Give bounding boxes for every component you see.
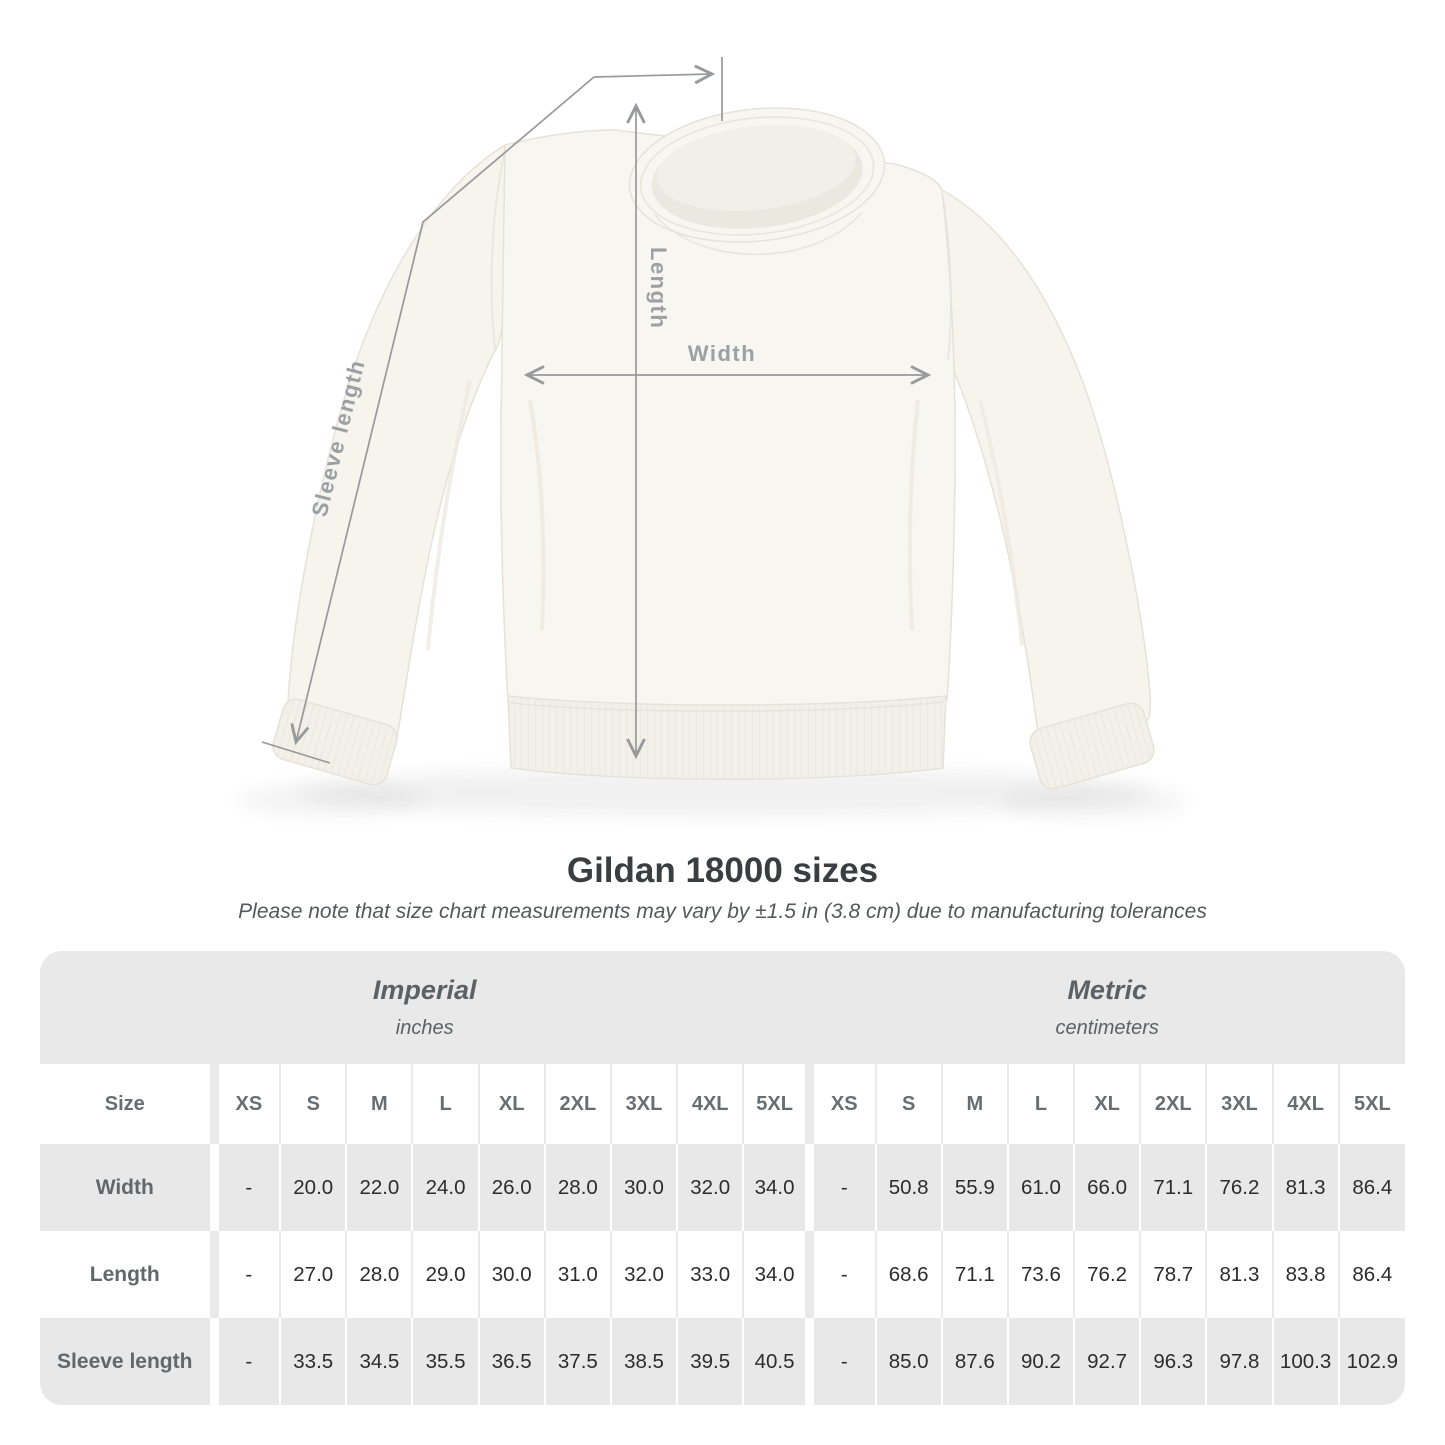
size-chart xyxy=(40,951,1405,1405)
size-header-metric-2xl: 2XL xyxy=(1140,1064,1206,1144)
value-cell: 55.9 xyxy=(942,1144,1008,1231)
value-cell: 24.0 xyxy=(412,1144,478,1231)
metric-group-unit: centimeters xyxy=(1055,1017,1159,1039)
sleeve-length-label: Sleeve length xyxy=(306,356,370,520)
value-cell: 81.3 xyxy=(1273,1144,1339,1231)
value-cell: 68.6 xyxy=(876,1231,942,1318)
value-cell: 87.6 xyxy=(942,1318,1008,1405)
size-chart-table xyxy=(40,951,1405,1405)
size-header-metric-3xl: 3XL xyxy=(1206,1064,1272,1144)
value-cell: 102.9 xyxy=(1339,1318,1405,1405)
right-sleeve xyxy=(940,190,1157,792)
value-cell: 36.5 xyxy=(479,1318,545,1405)
size-header-metric-m: M xyxy=(942,1064,1008,1144)
size-header-imperial-5xl: 5XL xyxy=(743,1064,809,1144)
value-cell: 20.0 xyxy=(280,1144,346,1231)
value-cell: 34.0 xyxy=(743,1144,809,1231)
value-cell: 33.0 xyxy=(677,1231,743,1318)
value-cell: 27.0 xyxy=(280,1231,346,1318)
size-col-header: Size xyxy=(40,1064,214,1144)
size-header-metric-4xl: 4XL xyxy=(1273,1064,1339,1144)
measurement-row-length xyxy=(40,1231,1405,1318)
size-header-imperial-xs: XS xyxy=(214,1064,280,1144)
value-cell: 66.0 xyxy=(1074,1144,1140,1231)
value-cell: 33.5 xyxy=(280,1318,346,1405)
measurement-row-width xyxy=(40,1144,1405,1231)
size-header-metric-5xl: 5XL xyxy=(1339,1064,1405,1144)
size-header-imperial-l: L xyxy=(412,1064,478,1144)
value-cell: 71.1 xyxy=(1140,1144,1206,1231)
row-label: Length xyxy=(89,1262,160,1286)
value-cell: 30.0 xyxy=(479,1231,545,1318)
value-cell: 35.5 xyxy=(412,1318,478,1405)
value-cell: 83.8 xyxy=(1273,1231,1339,1318)
row-label: Width xyxy=(95,1175,154,1199)
value-cell: 26.0 xyxy=(479,1144,545,1231)
unit-group-row xyxy=(40,951,1405,1064)
size-header-imperial-m: M xyxy=(346,1064,412,1144)
value-cell: 34.5 xyxy=(346,1318,412,1405)
value-cell: 32.0 xyxy=(677,1144,743,1231)
size-header-imperial-s: S xyxy=(280,1064,346,1144)
value-cell: 85.0 xyxy=(876,1318,942,1405)
tolerance-note: Please note that size chart measurements may vary by ±1.5 in (3.8 cm) due to manufacturing tolerances xyxy=(238,900,1207,923)
value-cell: 71.1 xyxy=(942,1231,1008,1318)
value-cell: 96.3 xyxy=(1140,1318,1206,1405)
size-header-metric-xs: XS xyxy=(809,1064,875,1144)
imperial-group-header xyxy=(40,951,809,1064)
page-title: Gildan 18000 sizes xyxy=(566,851,879,890)
width-label: Width xyxy=(687,341,757,366)
value-cell: 28.0 xyxy=(346,1231,412,1318)
value-cell: - xyxy=(809,1231,875,1318)
value-cell: 22.0 xyxy=(346,1144,412,1231)
value-cell: 34.0 xyxy=(743,1231,809,1318)
value-cell: 30.0 xyxy=(611,1144,677,1231)
value-cell: 81.3 xyxy=(1206,1231,1272,1318)
table-body xyxy=(40,1144,1405,1405)
left-sleeve xyxy=(270,145,505,788)
size-header-imperial-4xl: 4XL xyxy=(677,1064,743,1144)
value-cell: 97.8 xyxy=(1206,1318,1272,1405)
value-cell: 29.0 xyxy=(412,1231,478,1318)
value-cell: 38.5 xyxy=(611,1318,677,1405)
value-cell: - xyxy=(214,1231,280,1318)
size-header-imperial-xl: XL xyxy=(479,1064,545,1144)
value-cell: 28.0 xyxy=(545,1144,611,1231)
value-cell: 73.6 xyxy=(1008,1231,1074,1318)
value-cell: 39.5 xyxy=(677,1318,743,1405)
value-cell: 50.8 xyxy=(876,1144,942,1231)
metric-group-name: Metric xyxy=(1067,975,1147,1005)
waistband xyxy=(508,696,946,779)
size-header-imperial-2xl: 2XL xyxy=(545,1064,611,1144)
imperial-group-name: Imperial xyxy=(372,975,477,1005)
row-label: Sleeve length xyxy=(57,1349,193,1373)
length-start-marker xyxy=(594,57,722,121)
value-cell: - xyxy=(809,1318,875,1405)
measurement-row-sleeve-length xyxy=(40,1318,1405,1405)
size-header-metric-s: S xyxy=(876,1064,942,1144)
value-cell: 78.7 xyxy=(1140,1231,1206,1318)
imperial-group-unit: inches xyxy=(395,1017,454,1039)
value-cell: 100.3 xyxy=(1273,1318,1339,1405)
value-cell: - xyxy=(214,1318,280,1405)
size-header-imperial-3xl: 3XL xyxy=(611,1064,677,1144)
size-header-row xyxy=(40,1064,1405,1144)
size-header-metric-xl: XL xyxy=(1074,1064,1140,1144)
value-cell: 76.2 xyxy=(1074,1231,1140,1318)
value-cell: 61.0 xyxy=(1008,1144,1074,1231)
value-cell: 37.5 xyxy=(545,1318,611,1405)
value-cell: 31.0 xyxy=(545,1231,611,1318)
value-cell: - xyxy=(809,1144,875,1231)
size-header-metric-l: L xyxy=(1008,1064,1074,1144)
value-cell: 40.5 xyxy=(743,1318,809,1405)
value-cell: 90.2 xyxy=(1008,1318,1074,1405)
value-cell: 32.0 xyxy=(611,1231,677,1318)
value-cell: 86.4 xyxy=(1339,1231,1405,1318)
value-cell: - xyxy=(214,1144,280,1231)
metric-group-header xyxy=(809,951,1405,1064)
value-cell: 76.2 xyxy=(1206,1144,1272,1231)
length-label: Length xyxy=(646,247,671,330)
value-cell: 92.7 xyxy=(1074,1318,1140,1405)
value-cell: 86.4 xyxy=(1339,1144,1405,1231)
